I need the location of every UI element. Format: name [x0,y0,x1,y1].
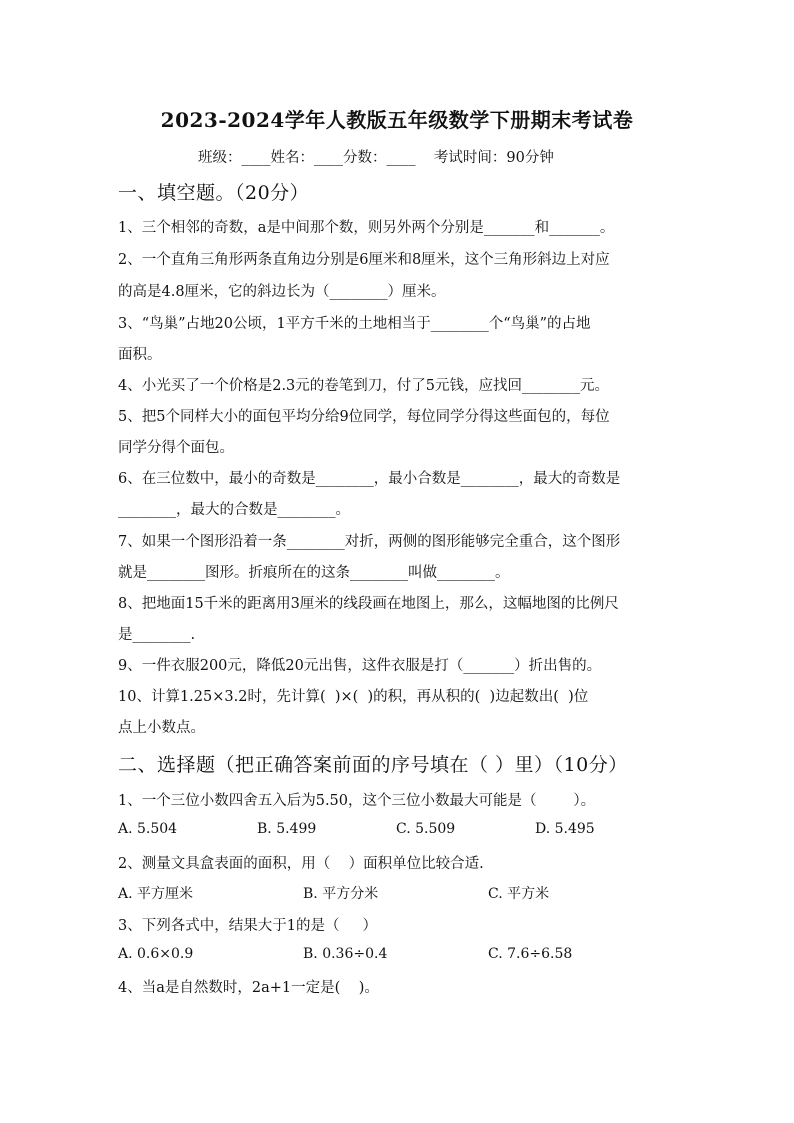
fill-line-11: 7、如果一个图形沿着一条________对折，两侧的图形能够完全重合，这个图形 [118,534,621,550]
q3-option-a: A. 0.6×0.9 [118,946,194,962]
fill-line-12: 就是________图形。折痕所在的这条________叫做________。 [118,565,510,581]
q1-option-d: D. 5.495 [535,821,595,837]
fill-line-15: 9、一件衣服200元，降低20元出售，这件衣服是打（_______）折出售的。 [118,658,602,674]
q1-option-b: B. 5.499 [257,821,317,837]
fill-line-2: 2、一个直角三角形两条直角边分别是6厘米和8厘米，这个三角形斜边上对应 [118,252,610,268]
fill-line-8: 同学分得个面包。 [118,440,234,456]
fill-line-4: 3、“鸟巢”占地20公顷，1平方千米的土地相当于________个“鸟巢”的占地 [118,316,591,332]
fill-line-3: 的高是4.8厘米，它的斜边长为（________）厘米。 [118,284,446,300]
q3-option-b: B. 0.36÷0.4 [303,946,388,962]
choice-q3: 3、下列各式中，结果大于1的是（ ） [118,918,377,934]
fill-line-1: 1、三个相邻的奇数，a是中间那个数，则另外两个分别是_______和_______。 [118,220,615,236]
q3-option-c: C. 7.6÷6.58 [488,946,573,962]
q2-option-c: C. 平方米 [488,886,550,902]
fill-line-17: 点上小数点。 [118,720,205,736]
fill-line-5: 面积。 [118,347,162,363]
q1-option-a: A. 5.504 [118,821,178,837]
fill-line-7: 5、把5个同样大小的面包平均分给9位同学，每位同学分得这些面包的，每位 [118,409,610,425]
fill-line-9: 6、在三位数中，最小的奇数是________，最小合数是________，最大的奇数是 [118,471,621,487]
fill-line-13: 8、把地面15千米的距离用3厘米的线段画在地图上，那么，这幅地图的比例尺 [118,596,619,612]
fill-line-14: 是________. [118,627,196,643]
choice-q1: 1、一个三位小数四舍五入后为5.50，这个三位小数最大可能是（ ）。 [118,793,596,809]
q2-option-a: A. 平方厘米 [118,886,194,902]
q2-option-b: B. 平方分米 [303,886,379,902]
fill-line-10: ________，最大的合数是________。 [118,502,350,518]
section-2-heading: 二、选择题（把正确答案前面的序号填在（ ）里）（10分） [118,754,628,776]
student-info-line: 班级：____姓名：____分数：____ 考试时间：90分钟 [198,150,554,166]
fill-line-16: 10、计算1.25×3.2时，先计算( )×( )的积，再从积的( )边起数出( )位 [118,689,589,705]
choice-q2: 2、测量文具盒表面的面积，用（ ）面积单位比较合适. [118,856,484,872]
fill-line-6: 4、小光买了一个价格是2.3元的卷笔到刀，付了5元钱，应找回________元。 [118,378,610,394]
choice-q4: 4、当a是自然数时，2a+1一定是( )。 [118,980,379,996]
section-1-heading: 一、填空题。（20分） [118,182,310,204]
exam-title: 2023-2024学年人教版五年级数学下册期末考试卷 [160,108,634,132]
q1-option-c: C. 5.509 [396,821,456,837]
